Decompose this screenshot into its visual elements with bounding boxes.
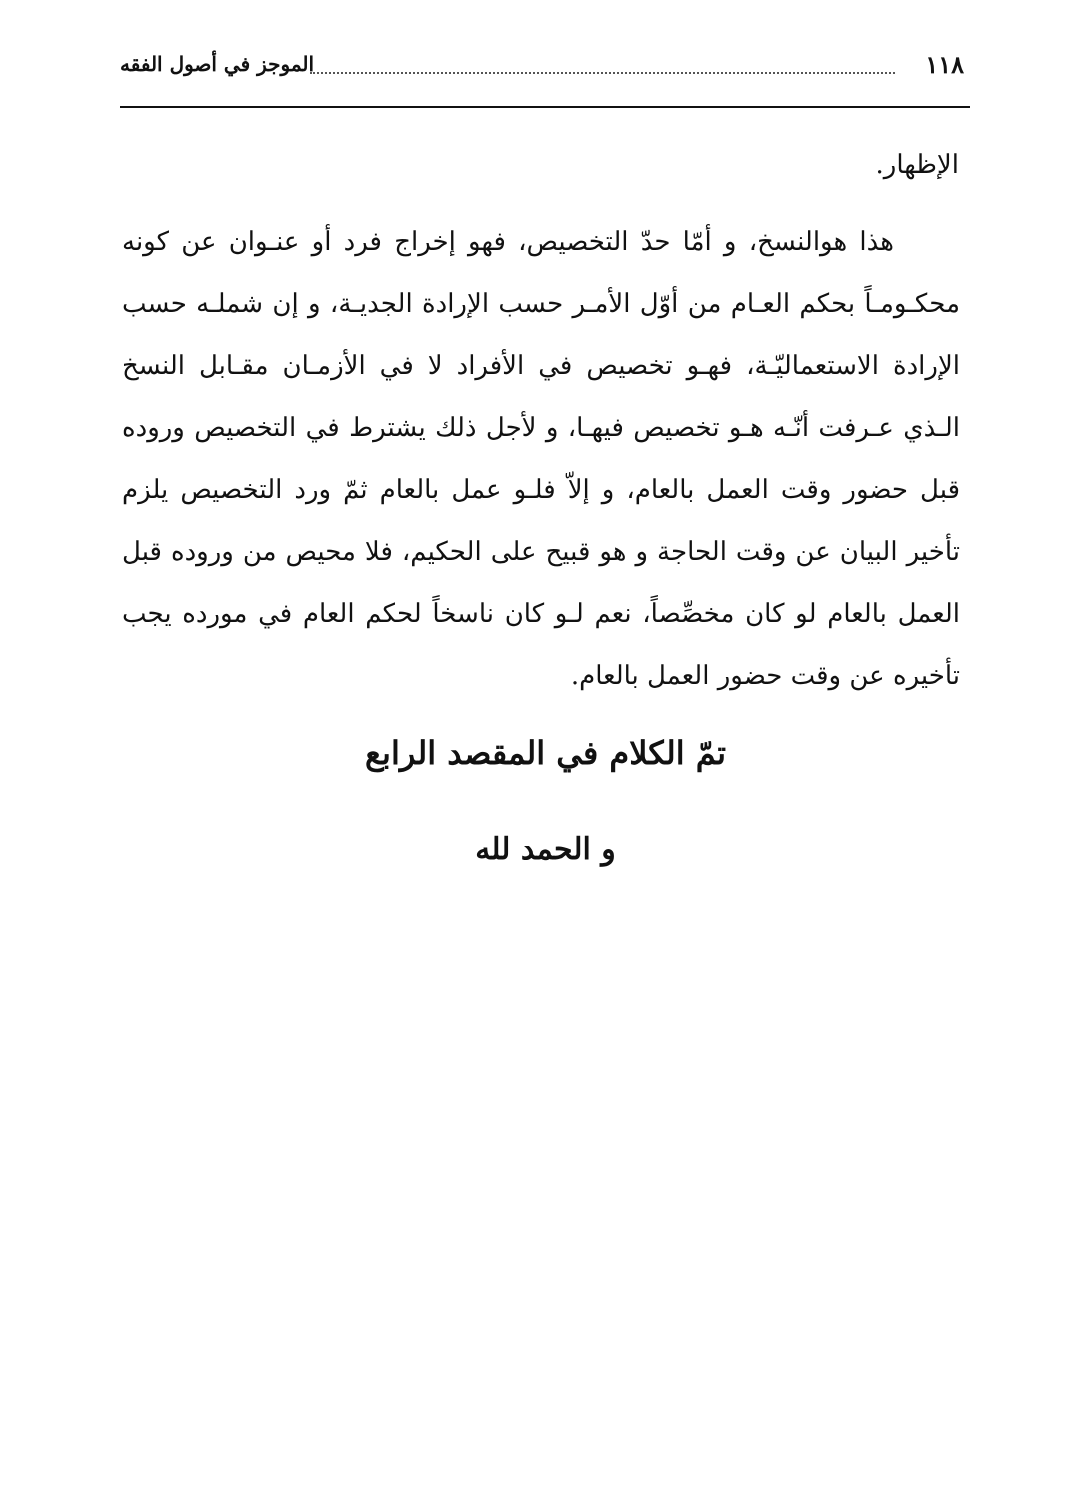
closing-praise: و الحمد لله <box>475 832 616 867</box>
continuation-text: الإظهار. <box>875 150 959 180</box>
body-paragraph: هذا هوالنسخ، و أمّا حدّ التخصيص، فهو إخراج فرد أو عنـوان عن كونه محكـومـاً بحكم العـام من أوّل الأمـر حسب الإرادة الجديـة، و إن شملـه حسب الإرادة الاستعماليّـة، فهـو تخصيص في الأفراد لا في الأزمـان مقـابل النسخ الـذي عـرفت أنّـه هـو تخصيص فيهـا، و لأجل ذلك يشترط في التخصيص وروده قبل حضور وقت العمل بالعام، و إلاّ فلـو عمل بالعام ثمّ ورد التخصيص يلزم تأخير البيان عن وقت الحاجة و هو قبيح على الحكيم، فلا محيص من وروده قبل العمل بالعام لو كان مخصِّصاً، نعم لـو كان ناسخاً لحكم العام في مورده يجب تأخيره عن وقت حضور العمل بالعام. <box>122 227 960 691</box>
book-title: الموجز في أصول الفقه <box>120 52 315 76</box>
section-closing-title: تمّ الكلام في المقصد الرابع <box>365 734 726 772</box>
page-number: ١١٨ <box>925 50 964 79</box>
running-header <box>120 44 970 96</box>
header-dot-leader <box>310 72 895 74</box>
header-rule <box>120 106 970 108</box>
